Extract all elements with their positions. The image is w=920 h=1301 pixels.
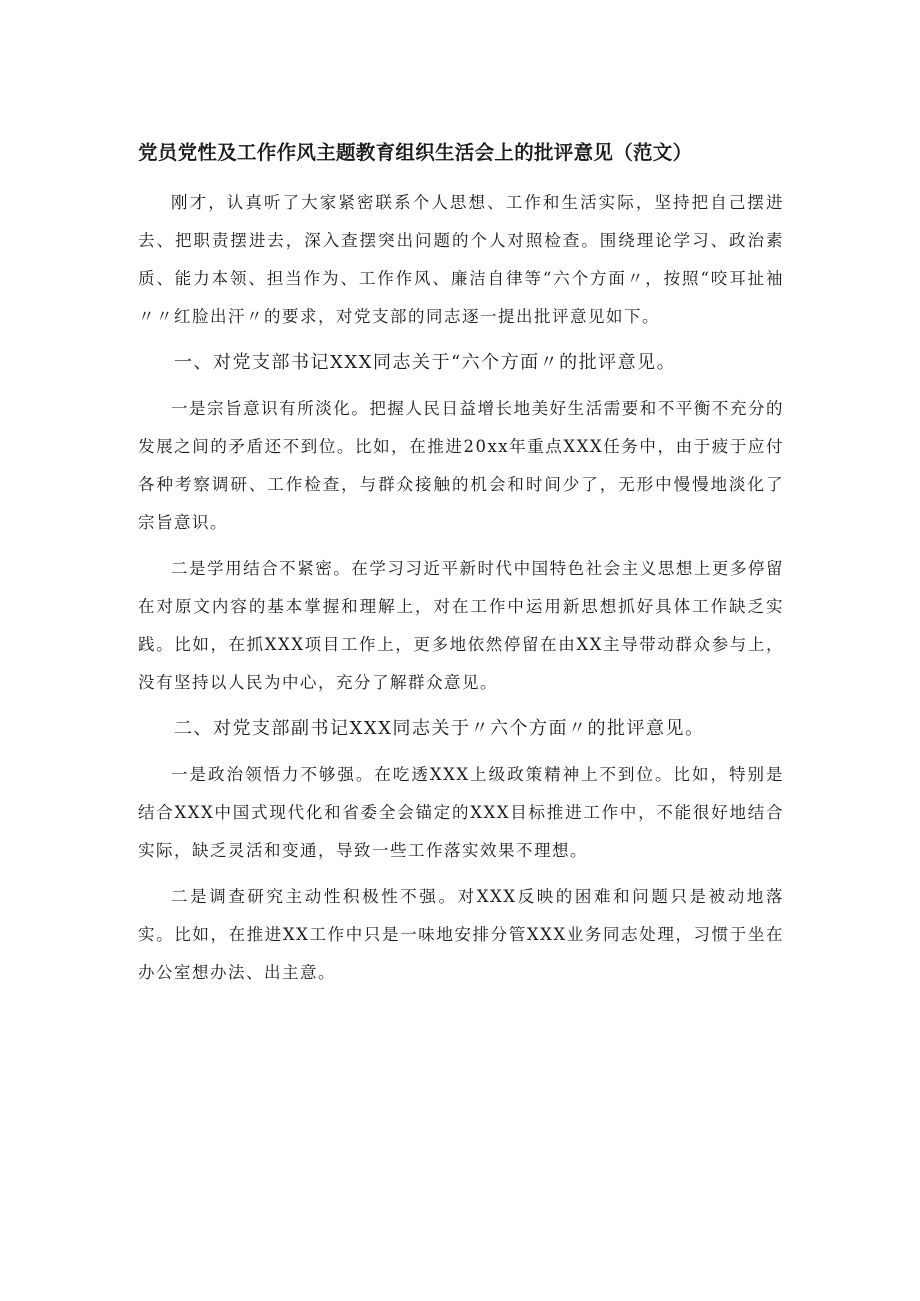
section-2-point-1: 一是政治领悟力不够强。在吃透XXX上级政策精神上不到位。比如，特别是结合XXX中国式现代化和省委全会锚定的XXX目标推进工作中，不能很好地结合实际，缺乏灵活和变通，导致一些工作落实效果不理想。 (138, 765, 784, 860)
section-1-point-1: 一是宗旨意识有所淡化。把握人民日益增长地美好生活需要和不平衡不充分的发展之间的矛盾还不到位。比如，在推进20xx年重点XXX任务中，由于疲于应付各种考察调研、工作检查，与群众接触的机会和时间少了，无形中慢慢地淡化了宗旨意识。 (138, 399, 784, 532)
section-2-point-2: 二是调查研究主动性积极性不强。对XXX反映的困难和问题只是被动地落实。比如，在推进XX工作中只是一味地安排分管XXX业务同志处理，习惯于坐在办公室想办法、出主意。 (138, 887, 784, 982)
document-title: 党员党性及工作作风主题教育组织生活会上的批评意见（范文） (138, 141, 693, 164)
section-1-point-2: 二是学用结合不紧密。在学习习近平新时代中国特色社会主义思想上更多停留在对原文内容的基本掌握和理解上，对在工作中运用新思想抓好具体工作缺乏实践。比如，在抓XXX项目工作上，更多地依然停留在由XX主导带动群众参与上，没有坚持以人民为中心，充分了解群众意见。 (138, 559, 784, 692)
intro-paragraph: 刚才，认真听了大家紧密联系个人思想、工作和生活实际，坚持把自己摆进去、把职责摆进去，深入查摆突出问题的个人对照检查。围绕理论学习、政治素质、能力本领、担当作为、工作作风、廉洁自律等“六个方面〃，按照“咬耳扯袖〃〃红脸出汗〃的要求，对党支部的同志逐一提出批评意见如下。 (138, 193, 784, 326)
section-1-heading: 一、对党支部书记XXX同志关于“六个方面〃的批评意见。 (174, 352, 677, 373)
section-2-heading: 二、对党支部副书记XXX同志关于〃六个方面〃的批评意见。 (174, 718, 705, 739)
document-page (138, 136, 784, 1000)
